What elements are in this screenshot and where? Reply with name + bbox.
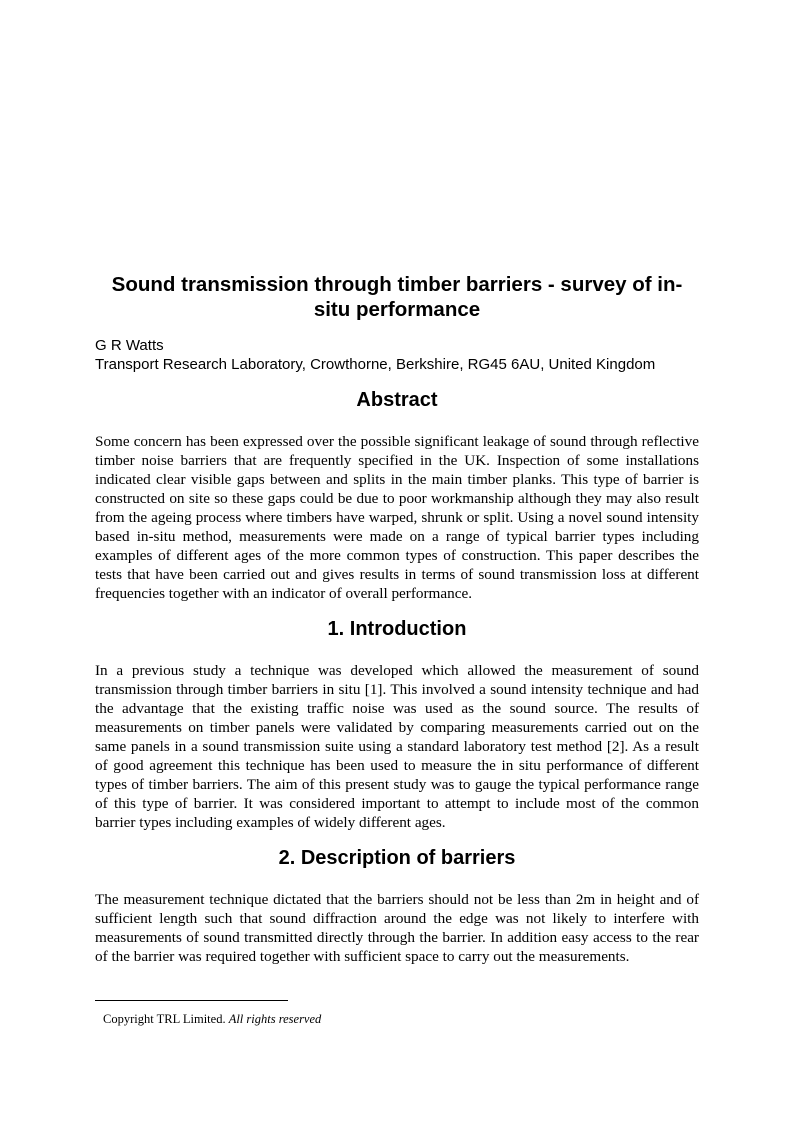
copyright-text: Copyright TRL Limited.: [103, 1012, 226, 1026]
author-name: G R Watts: [95, 337, 164, 354]
description-text: The measurement technique dictated that the barriers should not be less than 2m in height and of sufficient length such that sound diffraction around the edge was not likely to interfere with measurements of sound transmitted directly through the barrier. In addition easy access to the rear of the barrier was required together with sufficient space to carry out the measurements.: [95, 891, 699, 965]
footnote-divider: [95, 1000, 288, 1001]
introduction-heading: 1. Introduction: [327, 618, 467, 640]
description-heading: 2. Description of barriers: [278, 847, 516, 869]
author-affiliation: Transport Research Laboratory, Crowthorne, Berkshire, RG45 6AU, United Kingdom: [95, 356, 656, 373]
introduction-text: In a previous study a technique was developed which allowed the measurement of sound transmission through timber barriers in situ [1]. This involved a sound intensity technique and had the advantage that the existing traffic noise was used as the sound source. The results of measurements on timber panels were validated by comparing measurements carried out on the same panels in a sound transmission suite using a standard laboratory test method [2]. As a result of good agreement this technique has been used to measure the in situ performance of different types of timber barriers. The aim of this present study was to gauge the typical performance range of this type of barrier. It was considered important to attempt to include most of the common barrier types including examples of widely different ages.: [95, 662, 699, 831]
abstract-heading: Abstract: [356, 389, 438, 411]
rights-text: All rights reserved: [228, 1012, 322, 1026]
paper-title: Sound transmission through timber barriers - survey of in-situ performance: [111, 273, 683, 321]
paper-page: [95, 272, 699, 966]
author-block: [95, 336, 699, 374]
copyright-footnote: [103, 1011, 321, 1027]
abstract-text: Some concern has been expressed over the possible significant leakage of sound through reflective timber noise barriers that are frequently specified in the UK. Inspection of some installations indicated clear visible gaps between and splits in the main timber planks. This type of barrier is constructed on site so these gaps could be due to poor workmanship although they may also result from the ageing process where timbers have warped, shrunk or split. Using a novel sound intensity based in-situ method, measurements were made on a range of typical barrier types including examples of different ages of the more common types of construction. This paper describes the tests that have been carried out and gives results in terms of sound transmission loss at different frequencies together with an indicator of overall performance.: [95, 433, 699, 602]
